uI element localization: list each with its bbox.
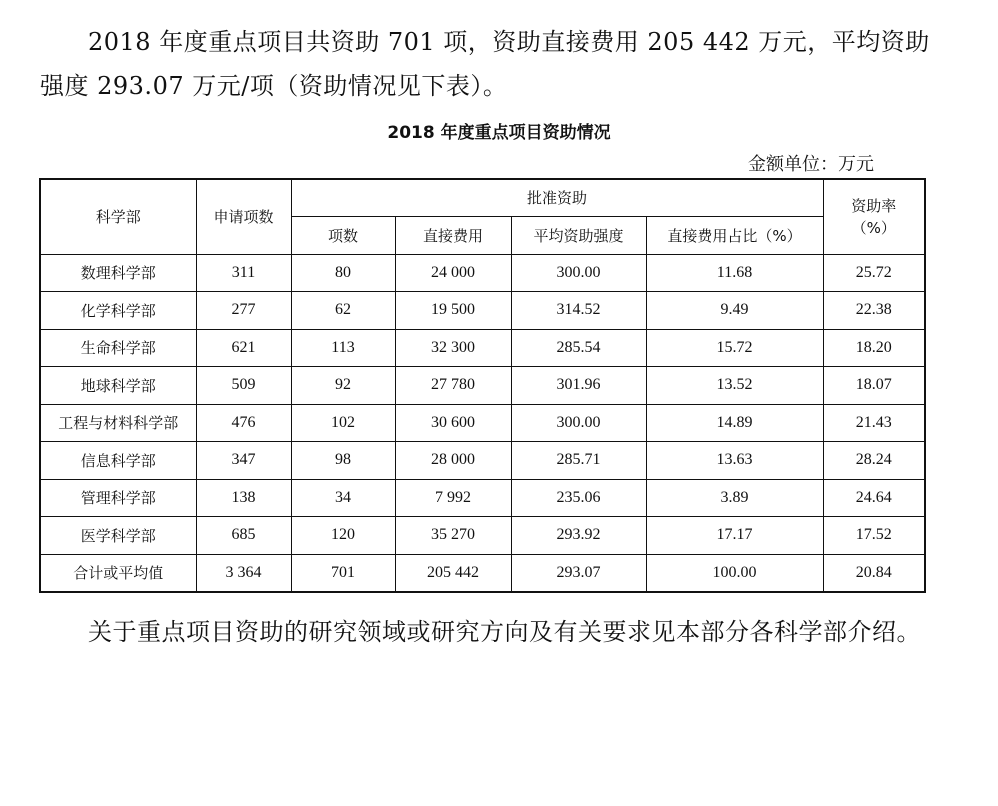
unit-note: 金额单位：万元 <box>748 154 874 175</box>
cell-avg: 293.92 <box>511 517 646 555</box>
cell-dept: 工程与材料科学部 <box>40 404 196 442</box>
table-row <box>40 329 925 367</box>
cell-count: 80 <box>291 254 395 292</box>
cell-count: 92 <box>291 367 395 405</box>
cell-share: 17.17 <box>646 517 823 555</box>
cell-direct: 27 780 <box>395 367 511 405</box>
table-row <box>40 517 925 555</box>
cell-applied: 3 364 <box>196 554 291 592</box>
cell-rate: 25.72 <box>823 254 925 292</box>
cell-rate: 21.43 <box>823 404 925 442</box>
cell-count: 34 <box>291 479 395 517</box>
cell-applied: 509 <box>196 367 291 405</box>
table-title: 2018 年度重点项目资助情况 <box>387 123 611 143</box>
cell-applied: 476 <box>196 404 291 442</box>
cell-dept: 生命科学部 <box>40 329 196 367</box>
table-body <box>40 254 925 592</box>
header-applied: 申请项数 <box>196 179 291 254</box>
table-row <box>40 367 925 405</box>
cell-rate: 28.24 <box>823 442 925 480</box>
cell-count: 120 <box>291 517 395 555</box>
cell-share: 3.89 <box>646 479 823 517</box>
cell-share: 15.72 <box>646 329 823 367</box>
cell-share: 100.00 <box>646 554 823 592</box>
cell-applied: 685 <box>196 517 291 555</box>
table-row <box>40 554 925 592</box>
cell-direct: 28 000 <box>395 442 511 480</box>
header-count: 项数 <box>291 216 395 254</box>
table-row <box>40 254 925 292</box>
cell-avg: 285.71 <box>511 442 646 480</box>
funding-table <box>39 178 926 593</box>
cell-direct: 205 442 <box>395 554 511 592</box>
cell-dept: 地球科学部 <box>40 367 196 405</box>
cell-direct: 35 270 <box>395 517 511 555</box>
table-row <box>40 479 925 517</box>
header-direct: 直接费用 <box>395 216 511 254</box>
cell-applied: 277 <box>196 292 291 330</box>
cell-direct: 7 992 <box>395 479 511 517</box>
cell-count: 102 <box>291 404 395 442</box>
header-share: 直接费用占比（%） <box>646 216 823 254</box>
cell-dept: 管理科学部 <box>40 479 196 517</box>
cell-share: 13.52 <box>646 367 823 405</box>
cell-applied: 347 <box>196 442 291 480</box>
table-row <box>40 442 925 480</box>
header-approved: 批准资助 <box>291 179 823 216</box>
cell-dept: 医学科学部 <box>40 517 196 555</box>
cell-avg: 314.52 <box>511 292 646 330</box>
cell-avg: 235.06 <box>511 479 646 517</box>
header-avg: 平均资助强度 <box>511 216 646 254</box>
cell-avg: 300.00 <box>511 404 646 442</box>
cell-rate: 24.64 <box>823 479 925 517</box>
cell-applied: 621 <box>196 329 291 367</box>
cell-share: 11.68 <box>646 254 823 292</box>
header-row-1 <box>40 179 925 216</box>
header-rate-line1: 资助率 <box>851 196 897 215</box>
cell-count: 113 <box>291 329 395 367</box>
header-rate <box>823 179 925 254</box>
cell-count: 98 <box>291 442 395 480</box>
outro-paragraph: 关于重点项目资助的研究领域或研究方向及有关要求见本部分各科学部介绍。 <box>88 618 921 646</box>
cell-share: 9.49 <box>646 292 823 330</box>
cell-count: 62 <box>291 292 395 330</box>
intro-paragraph: 2018 年度重点项目共资助 701 项，资助直接费用 205 442 万元，平均资助强度 293.07 万元/项（资助情况见下表）。 <box>40 28 930 100</box>
cell-rate: 18.07 <box>823 367 925 405</box>
header-dept: 科学部 <box>40 179 196 254</box>
cell-share: 14.89 <box>646 404 823 442</box>
cell-dept: 合计或平均值 <box>40 554 196 592</box>
cell-avg: 300.00 <box>511 254 646 292</box>
cell-dept: 化学科学部 <box>40 292 196 330</box>
cell-direct: 24 000 <box>395 254 511 292</box>
cell-count: 701 <box>291 554 395 592</box>
cell-applied: 311 <box>196 254 291 292</box>
cell-avg: 285.54 <box>511 329 646 367</box>
cell-share: 13.63 <box>646 442 823 480</box>
cell-rate: 18.20 <box>823 329 925 367</box>
cell-rate: 22.38 <box>823 292 925 330</box>
cell-applied: 138 <box>196 479 291 517</box>
cell-dept: 信息科学部 <box>40 442 196 480</box>
cell-direct: 32 300 <box>395 329 511 367</box>
cell-rate: 20.84 <box>823 554 925 592</box>
cell-avg: 301.96 <box>511 367 646 405</box>
cell-direct: 30 600 <box>395 404 511 442</box>
cell-dept: 数理科学部 <box>40 254 196 292</box>
cell-direct: 19 500 <box>395 292 511 330</box>
table-row <box>40 292 925 330</box>
cell-rate: 17.52 <box>823 517 925 555</box>
header-rate-line2: （%） <box>851 218 896 237</box>
cell-avg: 293.07 <box>511 554 646 592</box>
table-row <box>40 404 925 442</box>
